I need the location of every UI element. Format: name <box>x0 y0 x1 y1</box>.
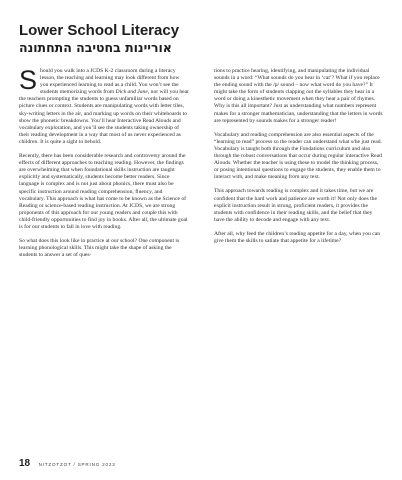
paragraph: So what does this look like in practice at our school? One component is learning phonological skills. This might take the shape of asking the students to answer a set of ques- <box>19 238 180 259</box>
book-title: Dick and Jane <box>115 89 148 96</box>
article-title: Lower School Literacy <box>19 22 180 39</box>
left-column <box>19 65 190 266</box>
drop-cap: S <box>19 65 38 95</box>
page-number: 18 <box>19 458 31 469</box>
publication-name: NITZOTZOT / SPRING 2023 <box>38 462 116 467</box>
paragraph-text: hould you walk into a JCDS K-2 classroom during a literacy lesson, the teaching and learning may look different from how you experienced learning to read as a child. You won’t see the students memorizing words from <box>40 68 180 96</box>
paragraph: This approach towards reading is complex and it takes time, but we are confident that the hard work and patience are worth it! Not only does the explicit instruction result in strong, proficient readers, it provides the students with confidence in their reading skills, and the belief that they have the ability to decode and engage with any text. <box>214 188 377 223</box>
article-hebrew-title: אוריינות בחטיבה התחתונה <box>19 40 172 55</box>
right-column <box>214 68 384 252</box>
paragraph: Recently, there has been considerable research and controversy around the effects of different approaches to teaching reading. However, the findings are overwhelming that when foundational skills instruction are taught explicitly and systematically, students become better readers. Since language is complex and is not just about phonics, there must also be specific instruction around reading comprehension, fluency, and vocabulary. This approach is what has come to be known as the Science of Reading or science-based reading instruction. At JCDS, we are strong proponents of this approach for our young readers and couple this with child-friendly opportunities to find joy in books. After all, the ultimate goal is for our students to fall in love with reading. <box>19 153 188 230</box>
paragraph-text: , nor will you hear the teachers prompting the students to guess unfamiliar words based on picture clues or context. Students are manipulating words with letter tiles, sky-writing letters in the air, and marking up words on their whiteboards to show the phonetic breakdowns. You’ll hear Interactive Read Alouds and vocabulary exploration, and you’ll see the students taking ownership of their reading development in a way that most of us never experienced as children. It is quite a sight to behold. <box>19 89 190 145</box>
paragraph: After all, why feed the children’s reading appetite for a day, when you can give them the skills to satiate that appetite for a lifetime? <box>214 230 380 244</box>
page-footer <box>19 453 116 471</box>
paragraph: tions to practice hearing, identifying, and manipulating the individual sounds in a word: “What sounds do you hear in ‘cat’? What if you replace the ending sound with the /p/ sound – now what word do you have?” It might take the form of students clapping out the syllables they hear in a word or doing a kinesthetic movement when they hear a pair of rhymes. Why is this all important? Just as understanding what numbers represent makes for a stronger mathematician, understanding that the letters in words are represented by sounds makes for a stronger reader! <box>214 68 383 124</box>
paragraph <box>19 65 190 146</box>
paragraph: Vocabulary and reading comprehension are also essential aspects of the “learning to read” process so the reader can understand what s/he just read. Vocabulary is taught both through the Fundations curriculum and also through the robust conversations that occur during regular interactive Read Alouds. Whether the teacher is using these to model the thinking process, or posing intentional questions to engage the students, they enable them to interact with, and make meaning from any text. <box>214 131 382 181</box>
